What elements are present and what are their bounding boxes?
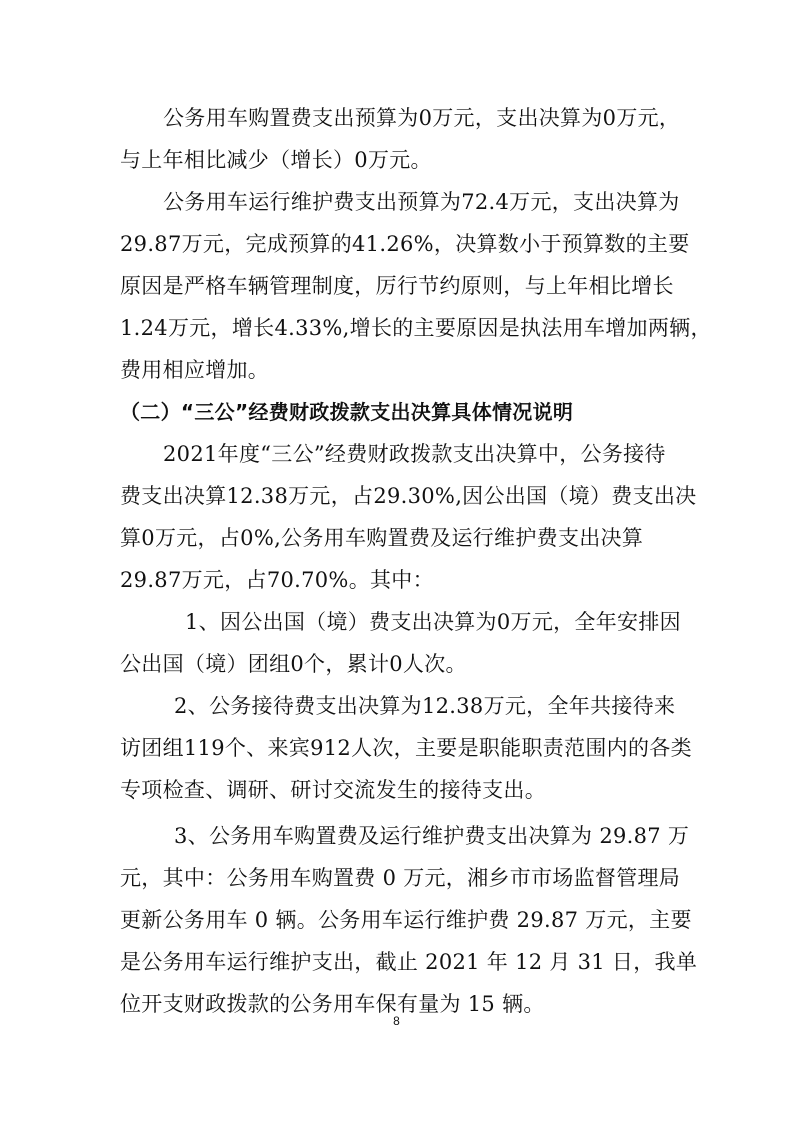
page-number: 8 bbox=[393, 1014, 400, 1028]
text-line: 费用相应增加。 bbox=[120, 358, 270, 382]
text-line: 公务用车购置费支出预算为0万元，支出决算为0万元， bbox=[163, 106, 681, 130]
text-line: 公出国（境）团组0个，累计0人次。 bbox=[120, 652, 467, 676]
text-line: 2021年度“三公”经费财政拨款支出决算中，公务接待 bbox=[163, 442, 666, 466]
text-line: 1.24万元，增长4.33%,增长的主要原因是执法用车增加两辆， bbox=[120, 316, 712, 340]
text-line: 位开支财政拨款的公务用车保有量为 15 辆。 bbox=[120, 992, 545, 1016]
text-line: 访团组119个、来宾912人次，主要是职能职责范围内的各类 bbox=[120, 736, 692, 760]
text-line: 29.87万元，占70.70%。其中： bbox=[120, 568, 434, 592]
text-line: 3、公务用车购置费及运行维护费支出决算为 29.87 万 bbox=[174, 824, 690, 848]
text-line: 费支出决算12.38万元，占29.30%,因公出国（境）费支出决 bbox=[120, 484, 697, 508]
text-line: 算0万元，占0%,公务用车购置费及运行维护费支出决算 bbox=[120, 526, 644, 550]
text-line: 更新公务用车 0 辆。公务用车运行维护费 29.87 万元，主要 bbox=[120, 908, 692, 932]
text-line: 与上年相比减少（增长）0万元。 bbox=[120, 148, 432, 172]
text-line: 公务用车运行维护费支出预算为72.4万元，支出决算为 bbox=[163, 190, 680, 214]
text-line: 元，其中：公务用车购置费 0 万元，湘乡市市场监督管理局 bbox=[120, 866, 681, 890]
text-line: 原因是严格车辆管理制度，厉行节约原则，与上年相比增长 bbox=[120, 274, 674, 298]
text-line: 1、因公出国（境）费支出决算为0万元，全年安排因 bbox=[185, 610, 681, 634]
section-heading: （二）“三公”经费财政拨款支出决算具体情况说明 bbox=[120, 400, 574, 424]
text-line: 是公务用车运行维护支出，截止 2021 年 12 月 31 日，我单 bbox=[120, 950, 698, 974]
text-line: 专项检查、调研、研讨交流发生的接待支出。 bbox=[120, 778, 546, 802]
text-line: 2、公务接待费支出决算为12.38万元，全年共接待来 bbox=[174, 694, 676, 718]
text-line: 29.87万元，完成预算的41.26%，决算数小于预算数的主要 bbox=[120, 232, 690, 256]
